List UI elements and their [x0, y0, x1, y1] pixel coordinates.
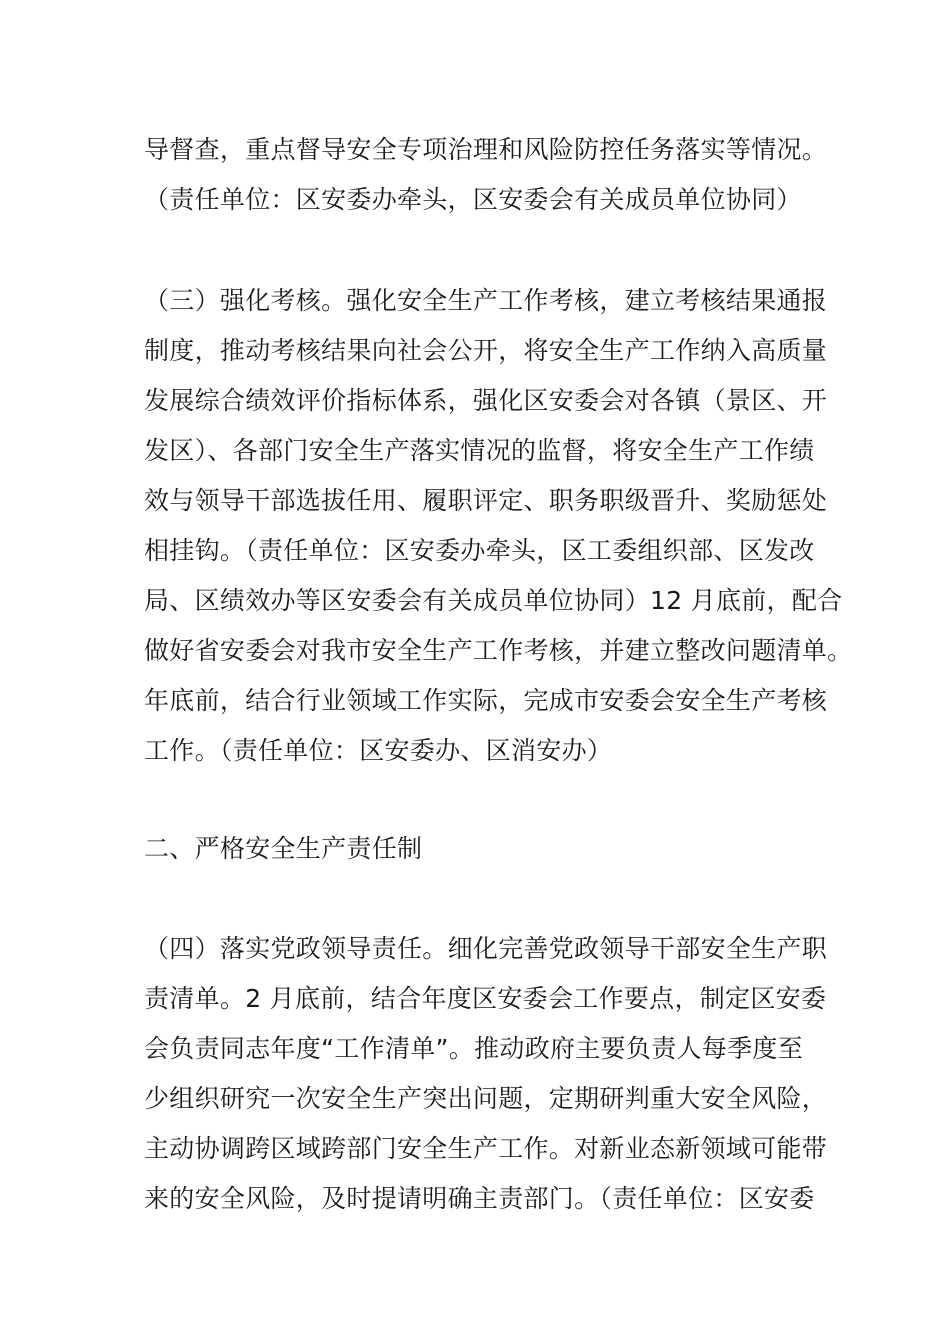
- text-line: 发展综合绩效评价指标体系，强化区安委会对各镇（景区、开: [144, 386, 828, 415]
- text-line: 来的安全风险，及时提请明确主责部门。（责任单位：区安委: [144, 1184, 815, 1213]
- text-line: （三）强化考核。强化安全生产工作考核，建立考核结果通报: [144, 286, 828, 315]
- text-line: 责清单。2 月底前，结合年度区安委会工作要点，制定区安委: [144, 984, 827, 1013]
- text-line: 制度，推动考核结果向社会公开，将安全生产工作纳入高质量: [144, 336, 828, 365]
- text-line: 主动协调跨区域跨部门安全生产工作。对新业态新领域可能带: [144, 1134, 828, 1163]
- text-line: 相挂钩。（责任单位：区安委办牵头，区工委组织部、区发改: [144, 536, 815, 565]
- text-line: 工作。（责任单位：区安委办、区消安办）: [144, 736, 613, 765]
- section-heading: 二、严格安全生产责任制: [144, 834, 423, 863]
- text-line: （责任单位：区安委办牵头，区安委会有关成员单位协同）: [144, 185, 802, 214]
- text-line: 效与领导干部选拔任用、履职评定、职务职级晋升、奖励惩处: [144, 486, 828, 515]
- text-line: 会负责同志年度“工作清单”。推动政府主要负责人每季度至: [144, 1034, 804, 1063]
- text-line: 年底前，结合行业领域工作实际，完成市安委会安全生产考核: [144, 686, 828, 715]
- text-line: （四）落实党政领导责任。细化完善党政领导干部安全生产职: [144, 934, 828, 963]
- text-line: 做好省安委会对我市安全生产工作考核，并建立整改问题清单。: [144, 636, 853, 665]
- text-line: 局、区绩效办等区安委会有关成员单位协同）12 月底前，配合: [144, 586, 843, 615]
- text-line: 导督查，重点督导安全专项治理和风险防控任务落实等情况。: [144, 135, 828, 164]
- text-line: 少组织研究一次安全生产突出问题，定期研判重大安全风险，: [144, 1084, 828, 1113]
- text-line: 发区）、各部门安全生产落实情况的监督，将安全生产工作绩: [144, 436, 815, 465]
